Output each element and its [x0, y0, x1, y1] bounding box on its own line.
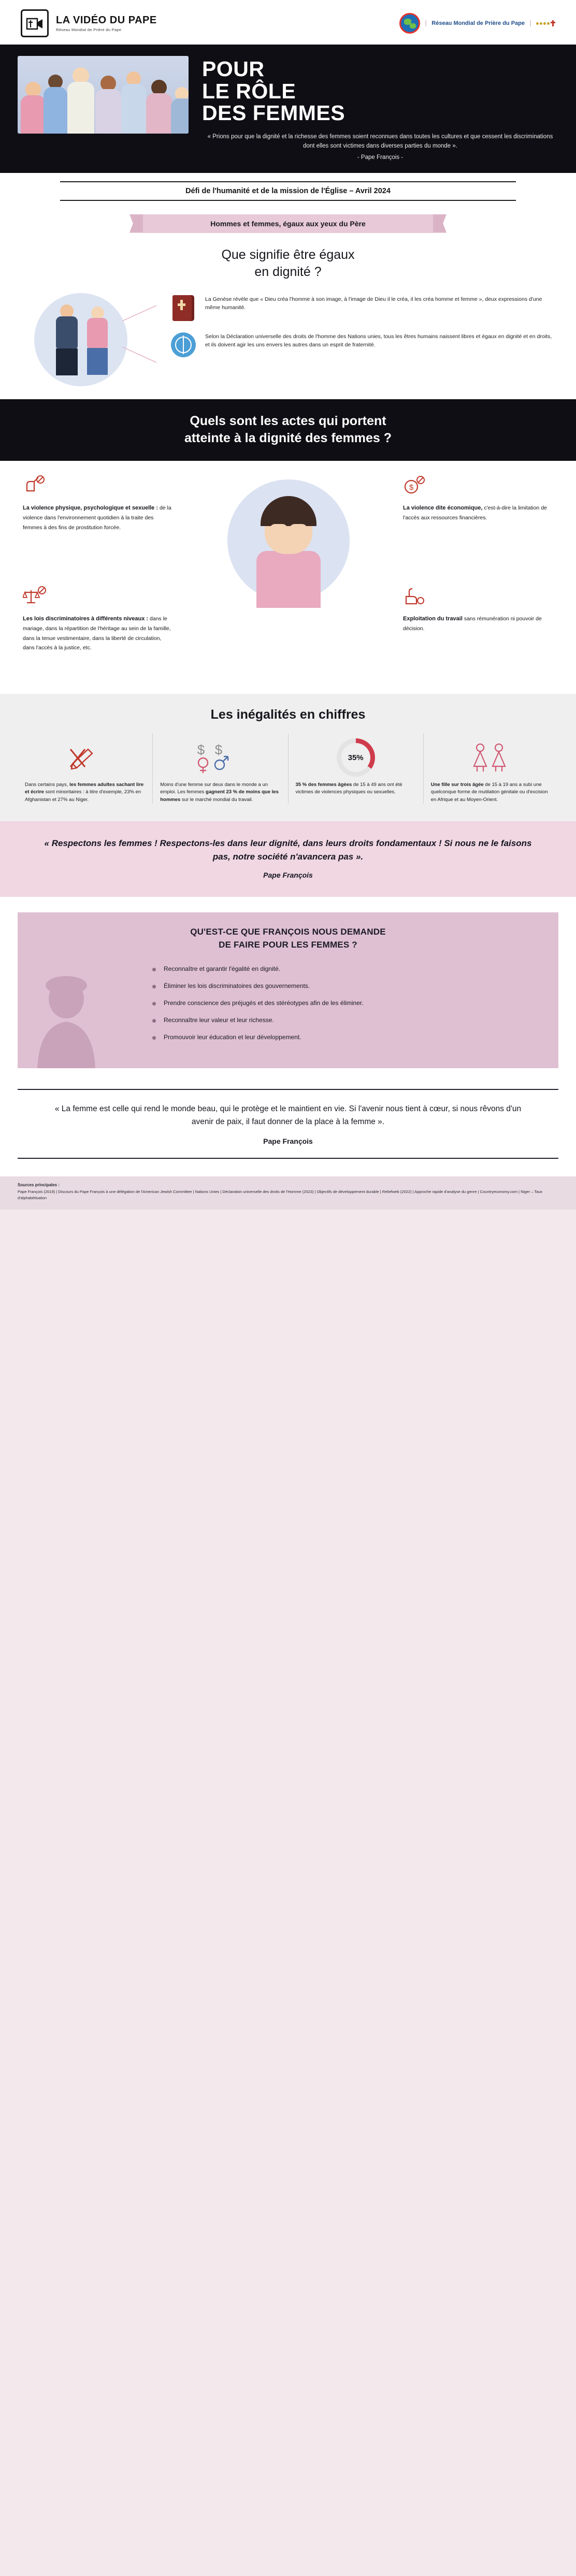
violation-item-physical	[23, 475, 173, 532]
violation-title: Les lois discriminatoires à différents niveaux :	[23, 616, 149, 622]
partner-logo-label: Réseau Mondial de Prière du Pape	[431, 20, 525, 26]
ask-list	[152, 965, 543, 1041]
footer-sources-body: Pape François (2019) | Discours du Pape François à une délégation de l'American Jewish Committee | Nations Unies | Déclaration universelle des droits de l'Homme (2023) | Objectifs de développement durable | Reliefweb (2022) | Approche rapide d'analyse du genre | Countryeconomy.com | Niger – Taux d'alphabétisation	[18, 1189, 543, 1200]
violation-item-labour	[403, 586, 553, 633]
logo-title: LA VIDÉO DU PAPE	[56, 14, 157, 26]
fact-text: Selon la Déclaration universelle des droits de l'homme des Nations unies, tous les êtres humains naissent libres et égaux en dignité et en droits, et ils doivent agir les uns envers les autres dans un esprit de fraternité.	[205, 333, 552, 348]
no-work-exploitation-icon	[403, 586, 553, 609]
gender-symbols-icon	[160, 734, 280, 781]
equality-ribbon-label: Hommes et femmes, égaux aux yeux du Père	[143, 214, 433, 233]
violations-heading	[0, 399, 576, 461]
hero-section	[0, 45, 576, 173]
man-and-woman-illustration	[24, 290, 153, 386]
hero-quote-author: - Pape François -	[357, 154, 404, 161]
stat-text: Dans certains pays, les femmes adultes sachant lire et écrire sont minoritaires : à titre d'exemple, 23% en Afghanistan et 27% au Niger.	[25, 782, 144, 803]
violation-title: La violence dite économique,	[403, 505, 483, 511]
pink-quote-section	[0, 821, 576, 897]
violation-item-economic	[403, 475, 553, 522]
violation-text: sans rémunération ni pouvoir de décision.	[403, 616, 542, 632]
stat-text: Moins d'une femme sur deux dans le monde a un emploi. Les femmes gagnent 23 % de moins que les hommes sur le marché mondial du travail.	[160, 782, 279, 803]
pope-francis-silhouette	[22, 970, 120, 1068]
violations-heading-line1: Quels sont les actes qui portent	[190, 413, 386, 428]
pink-quote-text: « Respectons les femmes ! Respectons-les dans leur dignité, dans leurs droits fondamentaux ! Si nous ne le faisons pas, notre société n'avancera pas ».	[44, 838, 532, 862]
stat-item-employment	[152, 734, 287, 804]
equality-ribbon	[143, 214, 433, 233]
infographic-page	[0, 0, 576, 1210]
group-of-women-illustration	[18, 56, 189, 134]
brand-logo	[21, 9, 157, 37]
challenge-bar-wrapper	[0, 173, 576, 204]
stat-item-literacy	[18, 734, 152, 804]
ask-section	[18, 912, 558, 1068]
globe-icon	[399, 13, 420, 34]
page-footer	[0, 1176, 576, 1210]
stat-item-violence	[288, 734, 423, 804]
ask-section-wrapper	[0, 897, 576, 1083]
bible-icon	[169, 295, 198, 321]
svg-text:$: $	[215, 742, 223, 758]
statistics-heading: Les inégalités en chiffres	[210, 707, 366, 722]
fact-item	[169, 295, 552, 321]
svg-text:$: $	[409, 483, 414, 492]
ask-heading-line1: QU'EST-CE QUE FRANÇOIS NOUS DEMANDE	[190, 927, 386, 937]
statistics-list	[0, 734, 576, 804]
violation-text: dans le mariage, dans la répartition de l'héritage au sein de la famille, dans la tenue vestimentaire, dans la liberté de circulation, dans l'accès à la justice, etc.	[23, 616, 171, 651]
hero-title-line2: LE RÔLE	[202, 79, 296, 103]
fact-item	[169, 332, 552, 357]
fact-text: La Genèse révèle que « Dieu créa l'homme à son image, à l'image de Dieu il le créa, il les créa homme et femme », deux expressions d'une même humanité.	[205, 296, 542, 311]
donut-value: 35%	[341, 743, 370, 772]
page-header	[0, 0, 576, 45]
stat-text: 35 % des femmes âgées de 15 à 49 ans ont été victimes de violences physiques ou sexuelles.	[295, 782, 402, 795]
hero-title-line1: POUR	[202, 57, 265, 81]
equality-section	[0, 204, 576, 399]
stat-text: Une fille sur trois âgée de 15 à 19 ans a subi une quelconque forme de mutilation génitale ou d'excision en Afrique et au Moyen-Orient.	[430, 782, 548, 803]
ask-list-item: Reconnaître leur valeur et leur richesse.	[152, 1016, 543, 1024]
ask-list-item: Reconnaître et garantir l'égalité en dignité.	[152, 965, 543, 972]
hero-quote: « Prions pour que la dignité et la richesse des femmes soient reconnues dans toutes les cultures et que cessent les discriminations dont elles sont victimes dans diverses parties du monde ».	[207, 133, 553, 149]
footer-sources-title: Sources principales :	[18, 1182, 60, 1187]
ask-heading	[33, 926, 543, 951]
challenge-bar: Défi de l'humanité et de la mission de l'Église – Avril 2024	[60, 181, 516, 201]
ask-list-item: Promouvoir leur éducation et leur développement.	[152, 1034, 543, 1041]
donut-chart-icon	[296, 734, 416, 781]
pencil-crossed-out-icon	[25, 734, 145, 781]
two-girls-icon	[431, 734, 551, 781]
rosary-icon	[536, 20, 555, 26]
no-violence-icon	[23, 475, 173, 499]
pink-quote-author: Pape François	[263, 871, 313, 880]
violations-section	[0, 461, 576, 694]
stat-item-mutilation	[423, 734, 558, 804]
hero-title-line3: DES FEMMES	[202, 101, 345, 125]
final-quote-text: « La femme est celle qui rend le monde beau, qui le protège et le maintient en vie. Si l'avenir nous tient à cœur, si nous rêvons d'un avenir de paix, il faut donner de la place à la femme ».	[54, 1104, 522, 1127]
violation-title: Exploitation du travail	[403, 616, 463, 622]
united-nations-icon	[169, 332, 198, 357]
violations-heading-line2: atteinte à la dignité des femmes ?	[184, 431, 392, 446]
final-quote-author: Pape François	[263, 1137, 313, 1145]
violation-item-laws	[23, 586, 173, 652]
equality-question	[0, 246, 576, 281]
pope-video-logo-icon	[21, 9, 49, 37]
equality-question-line2: en dignité ?	[254, 264, 322, 279]
violation-text: de la violence dans l'environnement quotidien à la traite des femmes à des fins de prostitution forcée.	[23, 505, 171, 531]
violation-title: La violence physique, psychologique et sexuelle :	[23, 505, 159, 511]
svg-text:$: $	[197, 742, 205, 758]
ask-list-item: Prendre conscience des préjugés et des stéréotypes afin de les éliminer.	[152, 999, 543, 1007]
partner-logo	[399, 13, 555, 34]
equality-facts-list	[153, 290, 552, 369]
violation-text: c'est-à-dire la limitation de l'accès aux ressources financières.	[403, 505, 547, 521]
ask-list-item: Éliminer les lois discriminatoires des gouvernements.	[152, 982, 543, 989]
equality-question-line1: Que signifie être égaux	[221, 247, 355, 262]
logo-subtitle: Réseau Mondial de Prière du Pape	[56, 27, 122, 32]
woman-covering-face-illustration	[218, 479, 358, 635]
statistics-section	[0, 694, 576, 821]
no-money-icon	[403, 475, 553, 499]
no-scales-icon	[23, 586, 173, 609]
final-quote-section	[0, 1084, 576, 1176]
ask-heading-line2: DE FAIRE POUR LES FEMMES ?	[219, 940, 357, 950]
